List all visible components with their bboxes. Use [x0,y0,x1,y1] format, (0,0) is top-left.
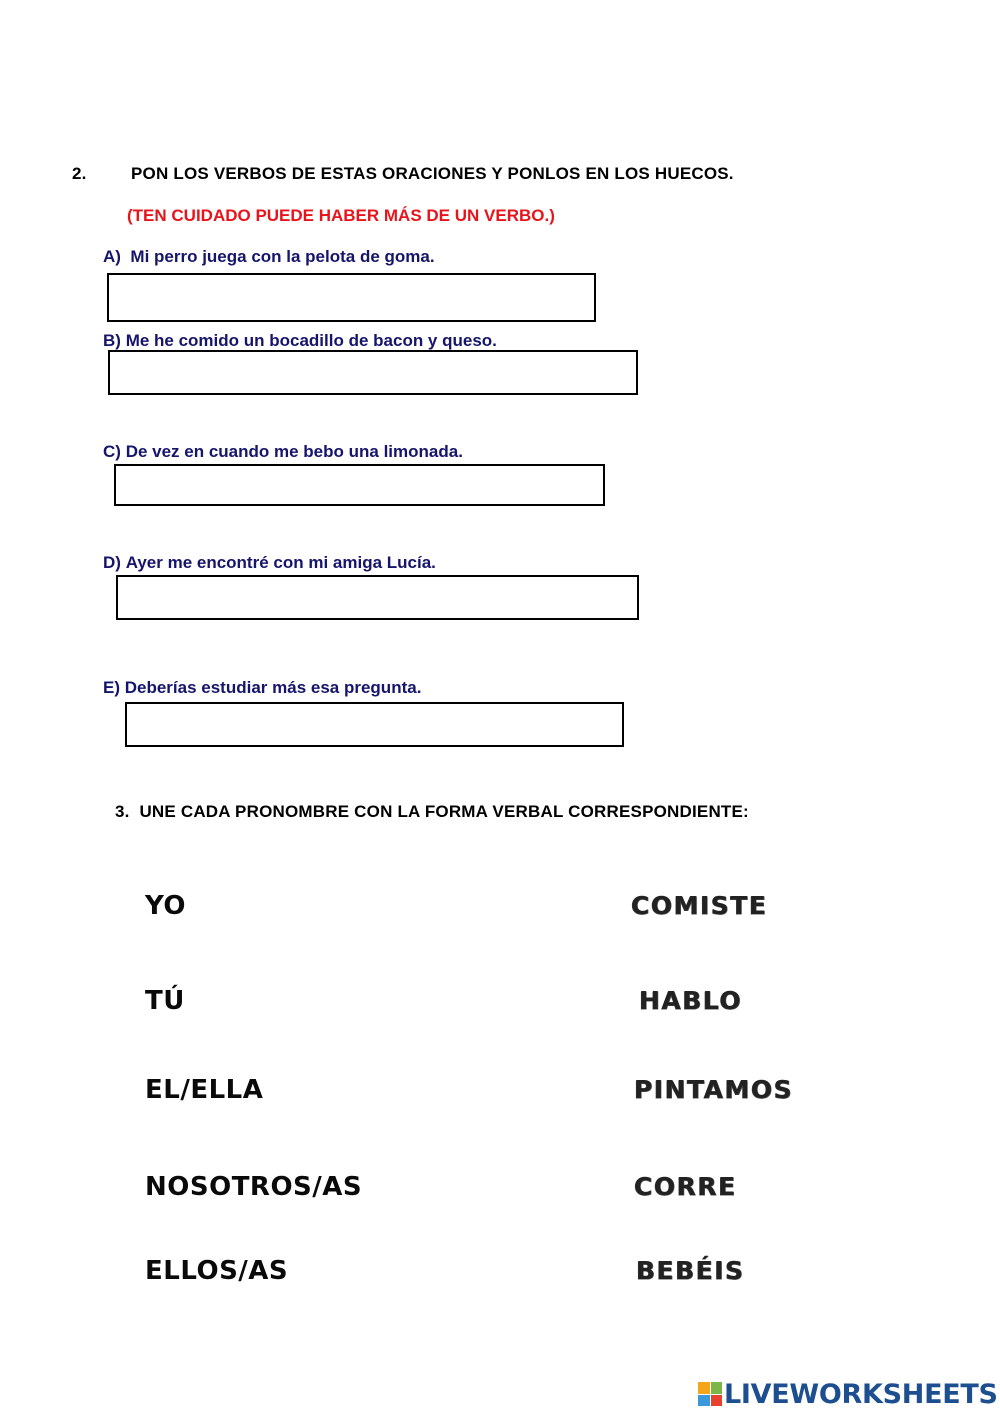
exercise-2-number: 2. [72,164,87,183]
answer-input-b[interactable] [108,350,638,395]
item-label: C) [103,442,121,461]
item-label: A) [103,247,121,266]
item-b-sentence [103,331,497,351]
item-text: Me he comido un bocadillo de bacon y queso. [125,331,497,350]
answer-input-c[interactable] [114,464,605,506]
answer-input-d[interactable] [116,575,639,620]
liveworksheets-grid-icon [698,1382,722,1406]
pronoun-nosotros[interactable]: NOSOTROS/AS [145,1172,363,1202]
exercise-2-warning: (TEN CUIDADO PUEDE HABER MÁS DE UN VERBO.) [127,206,555,225]
logo-square [711,1395,723,1407]
liveworksheets-logo [698,1378,998,1410]
item-text: Mi perro juega con la pelota de goma. [130,247,435,266]
item-text: Deberías estudiar más esa pregunta. [124,678,422,697]
exercise-3-instruction: UNE CADA PRONOMBRE CON LA FORMA VERBAL CORRESPONDIENTE: [139,802,749,821]
exercise-3-number: 3. [115,802,130,821]
exercise-3-heading [115,802,749,822]
verb-bebeis[interactable]: BEBÉIS [636,1256,745,1285]
verb-hablo[interactable]: HABLO [639,986,743,1015]
exercise-2-instruction: PON LOS VERBOS DE ESTAS ORACIONES Y PONLOS EN LOS HUECOS. [131,164,734,183]
item-c-sentence [103,442,463,462]
logo-square [698,1395,710,1407]
verb-comiste[interactable]: COMISTE [631,891,768,920]
logo-square [698,1382,710,1394]
verb-pintamos[interactable]: PINTAMOS [634,1075,794,1104]
pronoun-tu[interactable]: TÚ [145,986,185,1016]
item-e-sentence [103,678,421,698]
pronoun-el-ella[interactable]: EL/ELLA [145,1075,264,1105]
item-label: D) [103,553,121,572]
answer-input-a[interactable] [107,273,596,322]
item-label: B) [103,331,121,350]
verb-corre[interactable]: CORRE [634,1172,737,1201]
item-d-sentence [103,553,436,573]
logo-square [711,1382,723,1394]
item-a-sentence [103,247,435,267]
item-label: E) [103,678,120,697]
answer-input-e[interactable] [125,702,624,747]
pronoun-ellos[interactable]: ELLOS/AS [145,1256,289,1286]
pronoun-yo[interactable]: YO [145,891,187,921]
item-text: De vez en cuando me bebo una limonada. [125,442,463,461]
logo-text: LIVEWORKSHEETS [724,1378,998,1410]
item-text: Ayer me encontré con mi amiga Lucía. [125,553,436,572]
